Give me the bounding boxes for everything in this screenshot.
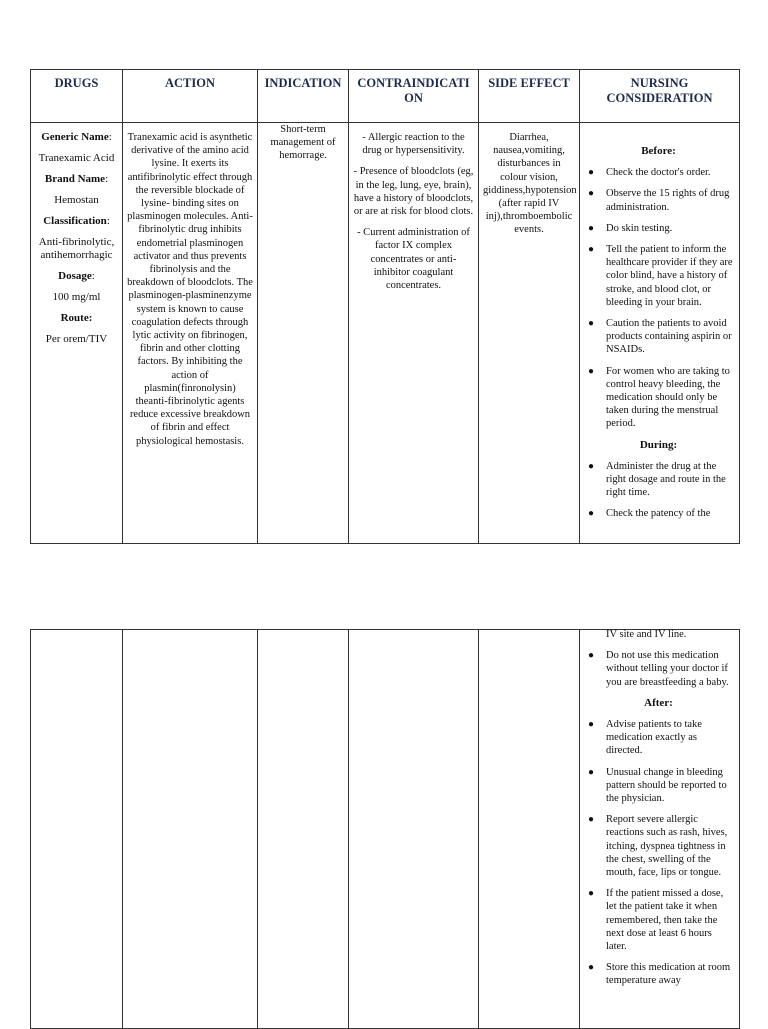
list-item: ● Report severe allergic reactions such as rash, hives, itching, dyspnea tightness in the chest, swelling of the mouth, face, lips or tongue.: [588, 814, 728, 879]
side-effect-cell-empty: [479, 630, 580, 1029]
after-heading: After:: [644, 696, 673, 709]
drugs-cell: Generic Name: Tranexamic Acid Brand Name: Hemostan Classification: Anti-fibrinolytic, antihemorrhagic Dosage: 100 mg/ml Route: Per orem/TIV: [31, 123, 123, 544]
bullet-icon: ●: [588, 318, 595, 330]
header-contraindication: CONTRAINDICATI ON: [349, 70, 479, 123]
brand-name-label: Brand Name: [44, 173, 106, 185]
list-item: ● Administer the drug at the right dosage and route in the right time.: [588, 460, 726, 499]
bullet-icon: ●: [588, 244, 595, 256]
list-item: ● Do skin testing.: [588, 222, 673, 234]
header-nursing-consideration: NURSING CONSIDERATION: [580, 70, 740, 123]
bullet-icon: ●: [588, 650, 595, 662]
route-label: Route:: [60, 312, 93, 324]
bullet-icon: ●: [588, 719, 595, 731]
bullet-icon: ●: [588, 766, 595, 778]
contraindication-item: - Presence of bloodclots (eg, in the leg, lung, eye, brain), have a history of bloodclots, or are at risk for blood clots.: [353, 166, 474, 218]
bullet-icon: ●: [588, 814, 595, 826]
header-action: ACTION: [123, 70, 258, 123]
list-item: ● For women who are taking to control heavy bleeding, the medication should only be taken during the menstrual period.: [588, 365, 730, 430]
list-item: ● Advise patients to take medication exactly as directed.: [588, 719, 702, 757]
list-item: ● Caution the patients to avoid products containing aspirin or NSAIDs.: [588, 318, 732, 356]
list-item: ● Observe the 15 rights of drug administration.: [588, 188, 730, 213]
action-cell: [123, 123, 258, 544]
during-list: [582, 460, 735, 521]
before-list: [582, 166, 735, 430]
contraindication-item: - Allergic reaction to the drug or hypersensitivity.: [362, 132, 465, 157]
list-item: ● Unusual change in bleeding pattern should be reported to the physician.: [588, 766, 727, 805]
after-list: [582, 718, 735, 988]
during-heading: During:: [639, 438, 678, 451]
indication-cell-empty: [258, 630, 349, 1029]
generic-name-label: Generic Name: [41, 131, 109, 143]
continuation-row: [31, 630, 740, 1029]
generic-name-value: Tranexamic Acid: [38, 152, 115, 164]
content-row: [31, 123, 740, 544]
classification-value: Anti-fibrinolytic, antihemorrhagic: [38, 236, 115, 261]
list-item: ● If the patient missed a dose, let the patient take it when remembered, then take the next dose at least 6 hours later.: [588, 888, 724, 953]
bullet-icon: ●: [588, 222, 595, 234]
dosage-label: Dosage: [58, 270, 92, 282]
bullet-icon: ●: [588, 167, 595, 179]
bullet-icon: ●: [588, 188, 595, 200]
classification-label: Classification: [43, 215, 107, 227]
header-indication: INDICATION: [258, 70, 349, 123]
during-continued-text: IV site and IV line.: [606, 629, 687, 640]
list-item: ● Do not use this medication without telling your doctor if you are breastfeeding a baby.: [588, 650, 729, 688]
route-value: Per orem/TIV: [45, 333, 108, 345]
indication-cell: [258, 123, 349, 544]
list-item: ● Check the patency of the: [588, 508, 711, 520]
drug-study-table-page2: [30, 629, 740, 1029]
during-list-continued: [582, 649, 735, 689]
indication-text: Short-term management of hemorrage.: [270, 124, 336, 162]
bullet-icon: ●: [588, 365, 595, 377]
before-heading: Before:: [641, 145, 676, 157]
header-drugs: DRUGS: [31, 70, 123, 123]
header-row: [31, 70, 740, 123]
nursing-cell: [580, 123, 740, 544]
bullet-icon: ●: [588, 888, 595, 900]
list-item: ● Tell the patient to inform the healthcare provider if they are color blind, have a history of stroke, and blood clot, or bleeding in your brain.: [588, 244, 733, 308]
bullet-icon: ●: [588, 460, 595, 472]
nursing-cell-continued: [580, 630, 740, 1029]
bullet-icon: ●: [588, 508, 595, 520]
contraindication-cell: [349, 123, 479, 544]
list-item: ● Check the doctor's order.: [588, 167, 711, 179]
drug-study-table-page1: [30, 69, 740, 544]
drugs-cell-empty: [31, 630, 123, 1029]
bullet-icon: ●: [588, 962, 595, 974]
header-side-effect: SIDE EFFECT: [479, 70, 580, 123]
action-cell-empty: [123, 630, 258, 1029]
contraindication-item: - Current administration of factor IX complex concentrates or anti-inhibitor coagulant concentrates.: [357, 227, 470, 292]
brand-name-value: Hemostan: [54, 194, 99, 206]
side-effect-cell: [479, 123, 580, 544]
contraindication-cell-empty: [349, 630, 479, 1029]
action-text: Tranexamic acid is asynthetic derivative of the amino acid lysine. It exerts its antifibrinolytic effect through the reversible blockade of lysine- binding sites on plasminogen molecules. Anti-fibrinolytic drug inhibits endometrial plasminogen activator and thus prevents fibrinolysis and the breakdown of bloodclots. The plasminogen-plasminenzyme system is known to cause coagulation defects through lytic activity on fibrinogen, fibrin and other clotting factors. By inhibiting the action of plasmin(finronolysin) theanti-fibrinolytic agents reduce excessive breakdown of fibrin and effect physiological hemostasis.: [127, 132, 253, 447]
side-effect-text: Diarrhea, nausea,vomiting, disturbances in colour vision, giddiness,hypotension (after rapid IV inj),thromboembolic events.: [483, 132, 577, 236]
dosage-value: 100 mg/ml: [52, 291, 101, 303]
list-item: ● Store this medication at room temperature away: [588, 962, 731, 987]
